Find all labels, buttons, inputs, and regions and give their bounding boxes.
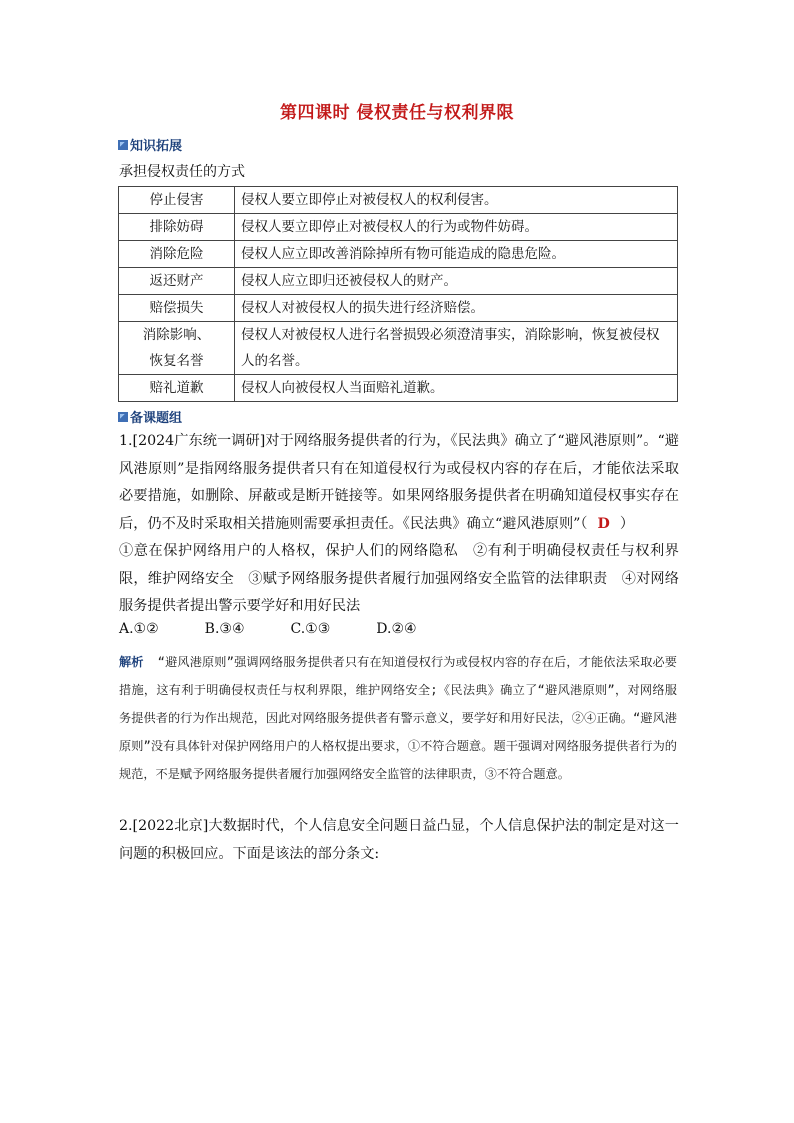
- table-cell-method: [119, 187, 235, 214]
- option-c: C.①③: [290, 621, 331, 637]
- table-cell-method: [119, 214, 235, 241]
- option-a: A.①②: [119, 621, 159, 637]
- table-row: [119, 322, 678, 375]
- analysis-text: “避风港原则”强调网络服务提供者只有在知道侵权行为或侵权内容的存在后，才能依法采取必要措施，这有利于明确侵权责任与权利界限，维护网络安全;《民法典》确立了“避风港原则”，对网络服务提供者的行为作出规范，因此对网络服务提供者有警示意义，要学好和用好民法，②④正确。“避风港原则”没有具体针对保护网络用户的人格权提出要求，①不符合题意。题干强调对网络服务提供者行为的规范，不是赋予网络服务提供者履行加强网络安全监管的法律职责，③不符合题意。: [119, 655, 677, 781]
- method-label: 赔礼道歉: [149, 380, 204, 396]
- section-questions-label: 备课题组: [130, 411, 183, 426]
- method-label: 停止侵害: [149, 192, 204, 208]
- table-cell-description: 侵权人对被侵权人进行名誉损毁必须澄清事实，消除影响，恢复被侵权人的名誉。: [235, 322, 678, 375]
- question-1-stem-text: 1.[2024广东统一调研]对于网络服务提供者的行为，《民法典》确立了“避风港原则”。“避风港原则”是指网络服务提供者只有在知道侵权行为或侵权内容的存在后，才能依法采取必要措施，如删除、屏蔽或是断开链接等。如果网络服务提供者在明确知道侵权事实存在后，仍不及时采取相关措施则需要承担责任。《民法典》确立“避风港原则”（: [119, 433, 679, 532]
- question-1-analysis: [119, 648, 677, 788]
- table-cell-method: [119, 295, 235, 322]
- table-row: [119, 241, 678, 268]
- question-1-stem: [119, 428, 679, 538]
- table-cell-description: 侵权人应立即归还被侵权人的财产。: [235, 268, 678, 295]
- table-row: [119, 214, 678, 241]
- table-row: [119, 375, 678, 402]
- section-square-icon: [118, 140, 128, 150]
- table-cell-method: [119, 322, 235, 375]
- page-title: 第四课时 侵权责任与权利界限: [280, 103, 514, 123]
- option-b: B.③④: [204, 621, 245, 637]
- table-cell-description: 侵权人要立即停止对被侵权人的权利侵害。: [235, 187, 678, 214]
- method-label: 排除妨碍: [149, 219, 204, 235]
- method-label: 消除影响、: [142, 327, 211, 343]
- method-label: 返还财产: [149, 273, 204, 289]
- table-cell-description: 侵权人向被侵权人当面赔礼道歉。: [235, 375, 678, 402]
- section-questions: [118, 407, 182, 426]
- section-knowledge-label: 知识拓展: [130, 139, 183, 154]
- table-row: [119, 268, 678, 295]
- table-cell-description: 侵权人要立即停止对被侵权人的行为或物件妨碍。: [235, 214, 678, 241]
- question-1-options: [119, 621, 463, 637]
- option-d: D.②④: [376, 621, 417, 637]
- question-1-stem-end: ）: [619, 515, 635, 532]
- table-caption: 承担侵权责任的方式: [119, 164, 245, 180]
- question-2-stem: 2.[2022北京]大数据时代，个人信息安全问题日益凸显，个人信息保护法的制定是对这一问题的积极回应。下面是该法的部分条文:: [119, 818, 679, 862]
- method-label: 消除危险: [149, 246, 204, 262]
- question-1-choices: ①意在保护网络用户的人格权，保护人们的网络隐私 ②有利于明确侵权责任与权利界限，维护网络安全 ③赋予网络服务提供者履行加强网络安全监管的法律职责 ④对网络服务提供者提出警示要学好和用好民法: [119, 543, 679, 614]
- method-label-line2: 恢复名誉: [149, 353, 204, 369]
- section-knowledge: [118, 135, 182, 154]
- table-cell-method: [119, 268, 235, 295]
- answer-letter: D: [597, 515, 610, 532]
- table-row: [119, 187, 678, 214]
- table-cell-method: [119, 241, 235, 268]
- liability-table: [118, 186, 678, 402]
- table-row: [119, 295, 678, 322]
- method-label: 赔偿损失: [149, 300, 204, 316]
- table-cell-description: 侵权人应立即改善消除掉所有物可能造成的隐患危险。: [235, 241, 678, 268]
- analysis-label: 解析: [119, 655, 144, 669]
- table-cell-description: 侵权人对被侵权人的损失进行经济赔偿。: [235, 295, 678, 322]
- table-cell-method: [119, 375, 235, 402]
- section-square-icon: [118, 412, 128, 422]
